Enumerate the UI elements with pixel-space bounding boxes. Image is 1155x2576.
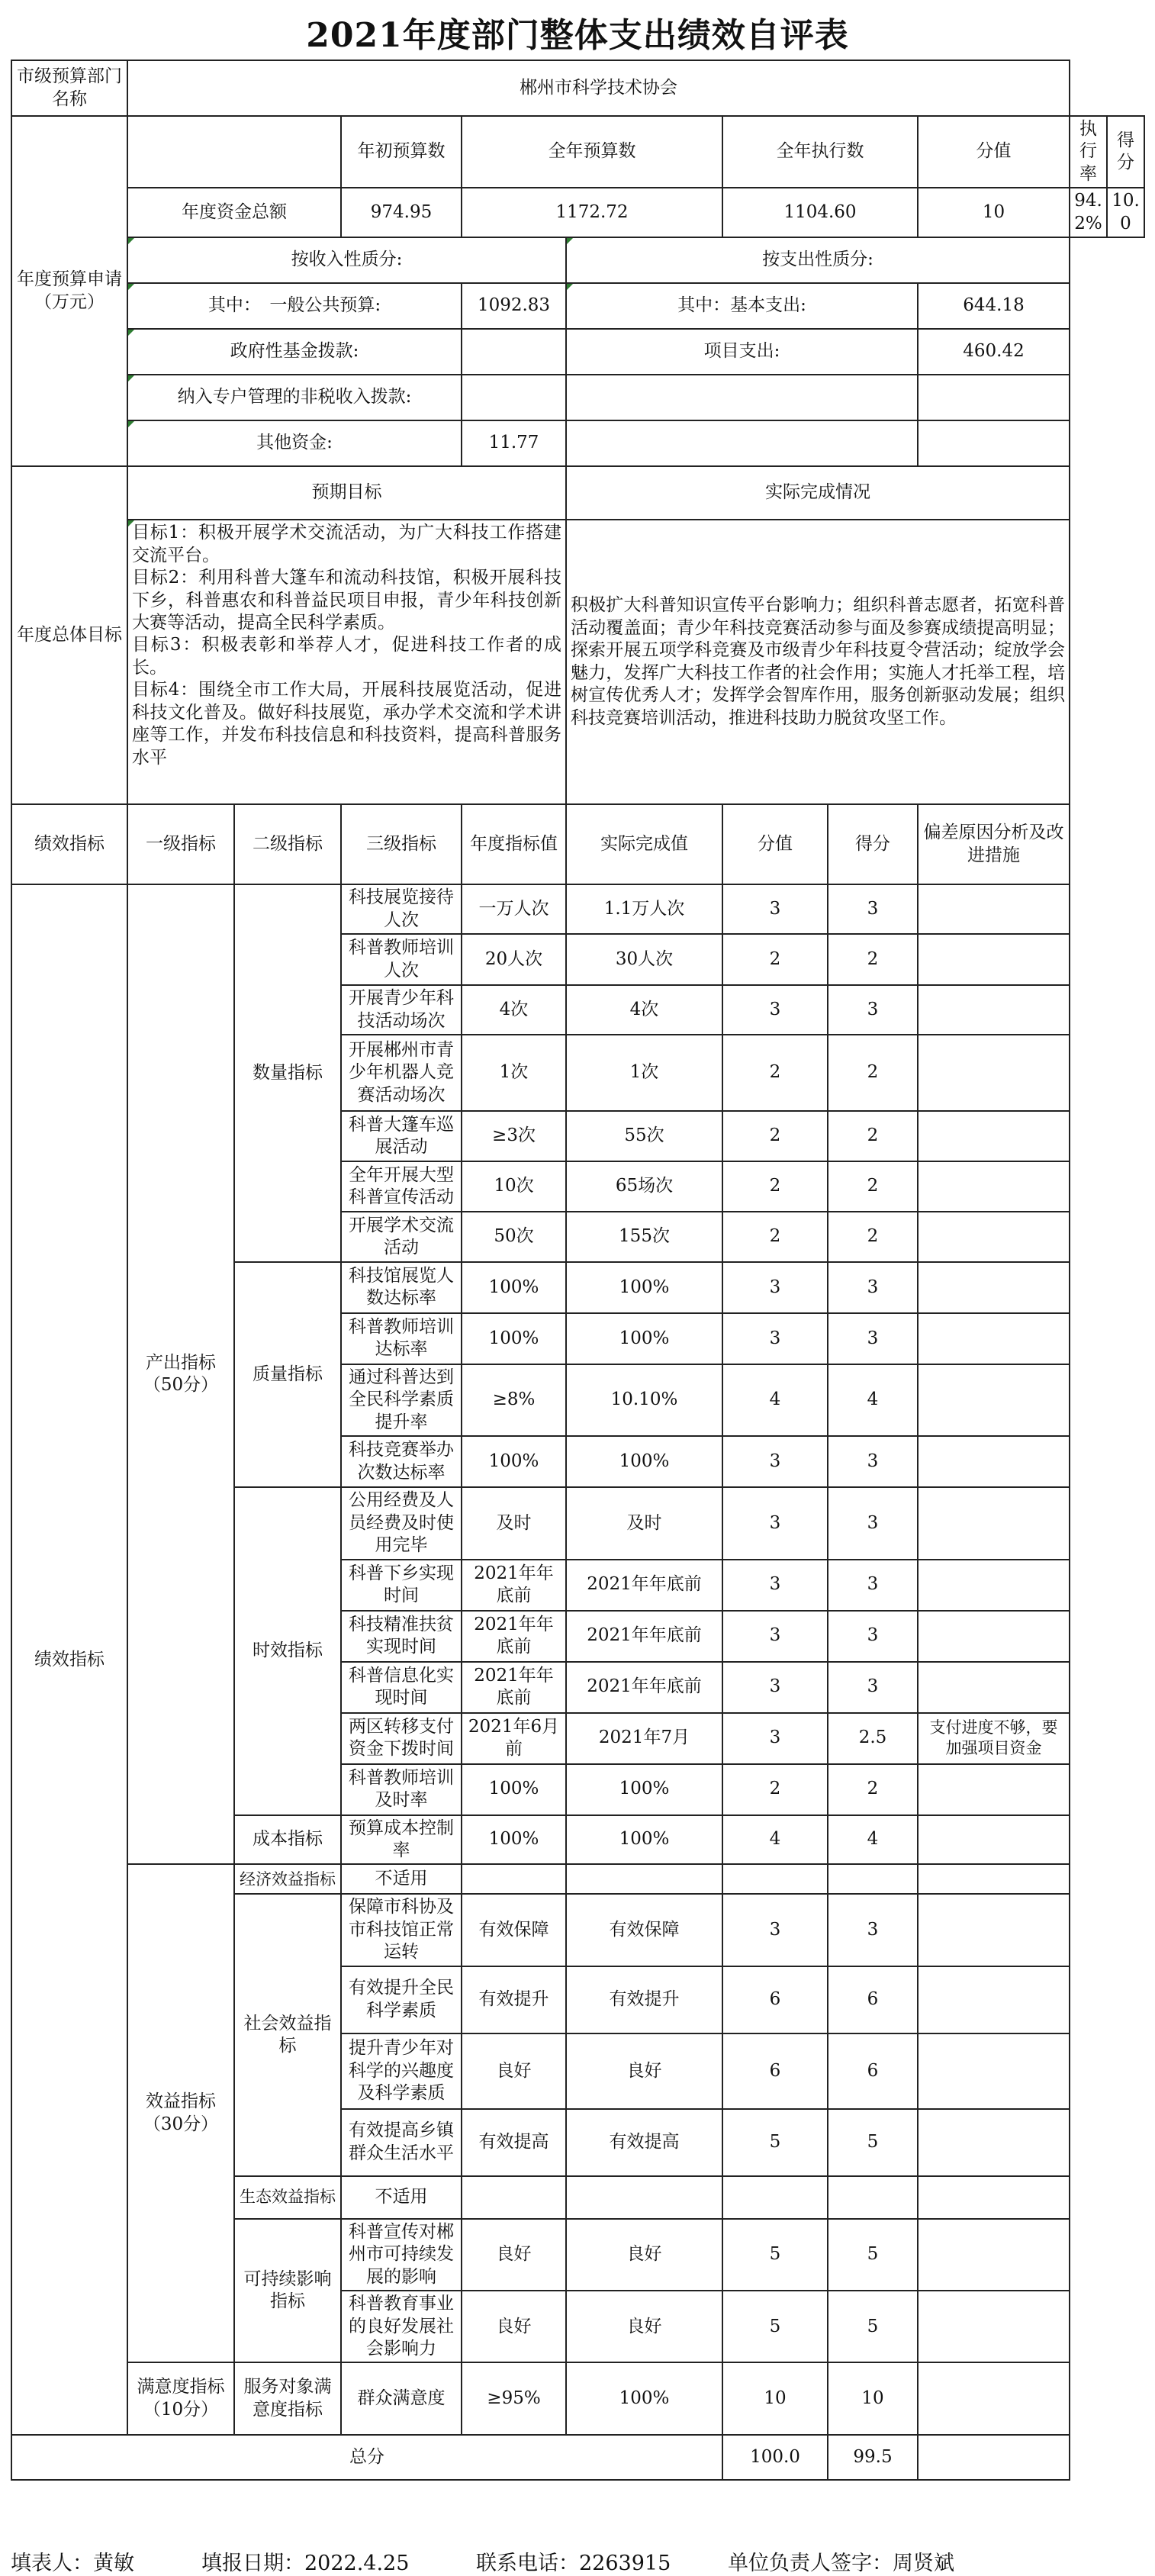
score-weight: 4 <box>722 1815 828 1865</box>
actual-value: 及时 <box>566 1487 722 1559</box>
actual-value: 2021年年底前 <box>566 1560 722 1611</box>
deviation-note <box>918 1313 1070 1364</box>
target-value: 20人次 <box>462 934 566 985</box>
score-got: 2 <box>828 1111 918 1161</box>
score-got: 5 <box>828 2219 918 2291</box>
target-value: 100% <box>462 1313 566 1364</box>
perf-header: 分值 <box>722 804 828 884</box>
dept-name: 郴州市科学技术协会 <box>127 60 1070 116</box>
level1-satisfaction: 满意度指标（10分） <box>127 2362 234 2435</box>
budget-nontax-row <box>11 375 1144 420</box>
deviation-note <box>918 2109 1070 2176</box>
level2-economic: 经济效益指标 <box>234 1864 341 1894</box>
level3-indicator: 公用经费及人员经费及时使用完毕 <box>341 1487 462 1559</box>
deviation-note <box>918 1815 1070 1865</box>
indicator-row <box>11 2362 1144 2435</box>
deviation-note <box>918 884 1070 934</box>
score-weight: 3 <box>722 1662 828 1713</box>
gov-fund-label: 政府性基金拨款: <box>127 329 462 375</box>
other-fund-label: 其他资金: <box>127 420 462 466</box>
deviation-note <box>918 2033 1070 2109</box>
actual-value: 良好 <box>566 2219 722 2291</box>
indicator-row <box>11 884 1144 934</box>
score-got: 5 <box>828 2291 918 2362</box>
empty-cell <box>127 116 341 188</box>
budget-total-value: 10.0 <box>1107 188 1144 237</box>
score-weight: 10 <box>722 2362 828 2435</box>
target-value: 50次 <box>462 1212 566 1262</box>
level3-indicator: 开展郴州市青少年机器人竞赛活动场次 <box>341 1035 462 1111</box>
perf-section-label: 绩效指标 <box>11 884 127 2435</box>
target-value: 2021年年底前 <box>462 1560 566 1611</box>
actual-value: 有效提高 <box>566 2109 722 2176</box>
level3-indicator: 科技馆展览人数达标率 <box>341 1262 462 1313</box>
budget-header: 分值 <box>918 116 1070 188</box>
score-weight: 3 <box>722 985 828 1035</box>
level2-quantity: 数量指标 <box>234 884 341 1262</box>
score-got: 3 <box>828 1611 918 1662</box>
deviation-note <box>918 1262 1070 1313</box>
goal-item: 目标4：围绕全市工作大局，开展科技展览活动，促进科技文化普及。做好科技展览，承办学术交流和学术讲座等工作，并发布科技信息和科技资料，提高科普服务水平 <box>132 680 561 768</box>
actual-value: 良好 <box>566 2033 722 2109</box>
empty-cell <box>918 2176 1070 2219</box>
empty-cell <box>828 1864 918 1894</box>
deviation-note <box>918 1662 1070 1713</box>
score-got: 4 <box>828 1815 918 1865</box>
deviation-note <box>918 1111 1070 1161</box>
actual-value: 2021年7月 <box>566 1713 722 1764</box>
target-value: 1次 <box>462 1035 566 1111</box>
dept-label: 市级预算部门名称 <box>11 60 127 116</box>
goals-header-row <box>11 466 1144 520</box>
budget-type-row <box>11 237 1144 283</box>
actual-value: 1.1万人次 <box>566 884 722 934</box>
score-got: 3 <box>828 985 918 1035</box>
target-value: 2021年年底前 <box>462 1662 566 1713</box>
level2-quality: 质量指标 <box>234 1262 341 1487</box>
level3-indicator: 科普信息化实现时间 <box>341 1662 462 1713</box>
actual-value: 4次 <box>566 985 722 1035</box>
empty-cell <box>722 2176 828 2219</box>
level3-indicator: 科普教育事业的良好发展社会影响力 <box>341 2291 462 2362</box>
level1-output: 产出指标（50分） <box>127 884 234 1864</box>
score-got: 3 <box>828 1662 918 1713</box>
actual-value: 100% <box>566 1764 722 1815</box>
perf-header-row <box>11 804 1144 884</box>
total-got: 99.5 <box>828 2435 918 2480</box>
deviation-note <box>918 1764 1070 1815</box>
budget-header: 执行率 <box>1070 116 1107 188</box>
score-got: 2 <box>828 1035 918 1111</box>
target-value: 100% <box>462 1815 566 1865</box>
target-value: 良好 <box>462 2033 566 2109</box>
fill-date: 填报日期：2022.4.25 <box>201 2552 410 2575</box>
level3-indicator: 群众满意度 <box>341 2362 462 2435</box>
level2-timeliness: 时效指标 <box>234 1487 341 1814</box>
actual-results-header: 实际完成情况 <box>566 466 1070 520</box>
score-weight: 4 <box>722 1364 828 1436</box>
deviation-note <box>918 2362 1070 2435</box>
expected-goals-header: 预期目标 <box>127 466 566 520</box>
score-weight: 3 <box>722 1560 828 1611</box>
budget-general-row <box>11 283 1144 329</box>
level3-indicator: 开展学术交流活动 <box>341 1212 462 1262</box>
score-weight: 3 <box>722 1611 828 1662</box>
actual-value: 100% <box>566 1815 722 1865</box>
by-income-label: 按收入性质分: <box>127 237 566 283</box>
empty-cell <box>918 2435 1070 2480</box>
score-got: 3 <box>828 884 918 934</box>
empty-cell <box>918 420 1070 466</box>
actual-value: 65场次 <box>566 1161 722 1212</box>
level3-indicator: 科普教师培训及时率 <box>341 1764 462 1815</box>
actual-value: 100% <box>566 1313 722 1364</box>
goal-item: 目标3：积极表彰和举荐人才，促进科技工作者的成长。 <box>132 635 561 678</box>
empty-cell <box>462 2176 566 2219</box>
level3-indicator: 保障市科协及市科技馆正常运转 <box>341 1894 462 1966</box>
empty-cell <box>828 2176 918 2219</box>
indicator-row <box>11 1864 1144 1894</box>
empty-cell <box>566 2176 722 2219</box>
level3-indicator: 两区转移支付资金下拨时间 <box>341 1713 462 1764</box>
actual-value: 10.10% <box>566 1364 722 1436</box>
score-weight: 3 <box>722 1713 828 1764</box>
goals-content-row <box>11 520 1144 804</box>
level3-indicator: 提升青少年对科学的兴趣度及科学素质 <box>341 2033 462 2109</box>
score-weight: 2 <box>722 1035 828 1111</box>
score-weight: 2 <box>722 1764 828 1815</box>
empty-cell <box>918 375 1070 420</box>
score-weight: 3 <box>722 1894 828 1966</box>
target-value: 100% <box>462 1262 566 1313</box>
score-got: 2 <box>828 1161 918 1212</box>
deviation-note <box>918 985 1070 1035</box>
total-row <box>11 2435 1144 2480</box>
budget-fund-row <box>11 329 1144 375</box>
score-got: 10 <box>828 2362 918 2435</box>
level2-sustainable: 可持续影响指标 <box>234 2219 341 2363</box>
actual-results: 积极扩大科普知识宣传平台影响力；组织科普志愿者，拓宽科普活动覆盖面；青少年科技竞赛活动参与面及参赛成绩提高明显；探索开展五项学科竞赛及市级青少年科技夏令营活动；绽放学会魅力，发挥广大科技工作者的社会作用；实施人才托举工程，培树宣传优秀人才；发挥学会智库作用，服务创新驱动发展；组织科技竞赛培训活动，推进科技助力脱贫攻坚工作。 <box>566 520 1070 804</box>
level3-indicator: 预算成本控制率 <box>341 1815 462 1865</box>
level3-indicator: 通过科普达到全民科学素质提升率 <box>341 1364 462 1436</box>
score-weight: 5 <box>722 2219 828 2291</box>
deviation-note <box>918 1035 1070 1111</box>
target-value: ≥3次 <box>462 1111 566 1161</box>
actual-value: 有效提升 <box>566 1966 722 2033</box>
deviation-note <box>918 1966 1070 2033</box>
page-title: 2021年度部门整体支出绩效自评表 <box>306 16 849 55</box>
score-weight: 6 <box>722 2033 828 2109</box>
empty-cell <box>722 1864 828 1894</box>
budget-other-row <box>11 420 1144 466</box>
deviation-note <box>918 1161 1070 1212</box>
not-applicable: 不适用 <box>341 2176 462 2219</box>
score-weight: 2 <box>722 1161 828 1212</box>
target-value: 100% <box>462 1436 566 1487</box>
level3-indicator: 科技精准扶贫实现时间 <box>341 1611 462 1662</box>
level3-indicator: 科技展览接待人次 <box>341 884 462 934</box>
empty-cell <box>566 420 918 466</box>
level3-indicator: 科普大篷车巡展活动 <box>341 1111 462 1161</box>
budget-header: 年初预算数 <box>341 116 462 188</box>
target-value: 及时 <box>462 1487 566 1559</box>
score-got: 2 <box>828 1212 918 1262</box>
level1-benefit: 效益指标（30分） <box>127 1864 234 2362</box>
footer <box>11 2546 1145 2575</box>
deviation-note: 支付进度不够，要加强项目资金 <box>918 1713 1070 1764</box>
deviation-note <box>918 934 1070 985</box>
filler-name: 填表人：黄敏 <box>11 2552 134 2575</box>
score-got: 2 <box>828 934 918 985</box>
total-label: 年度资金总额 <box>127 188 341 237</box>
budget-header: 全年执行数 <box>722 116 918 188</box>
total-label: 总分 <box>11 2435 722 2480</box>
target-value: 4次 <box>462 985 566 1035</box>
target-value: 10次 <box>462 1161 566 1212</box>
target-value: 良好 <box>462 2291 566 2362</box>
project-expense-value: 460.42 <box>918 329 1070 375</box>
score-got: 3 <box>828 1262 918 1313</box>
level3-indicator: 全年开展大型科普宣传活动 <box>341 1161 462 1212</box>
score-weight: 5 <box>722 2109 828 2176</box>
empty-cell <box>918 1864 1070 1894</box>
level3-indicator: 科普宣传对郴州市可持续发展的影响 <box>341 2219 462 2291</box>
deviation-note <box>918 1611 1070 1662</box>
basic-expense-label: 其中：基本支出: <box>566 283 918 329</box>
score-weight: 5 <box>722 2291 828 2362</box>
level3-indicator: 有效提升全民科学素质 <box>341 1966 462 2033</box>
deviation-note <box>918 2219 1070 2291</box>
score-got: 3 <box>828 1436 918 1487</box>
perf-header: 实际完成值 <box>566 804 722 884</box>
score-got: 3 <box>828 1313 918 1364</box>
budget-section-label: 年度预算申请（万元） <box>11 116 127 466</box>
actual-value: 2021年年底前 <box>566 1611 722 1662</box>
score-weight: 3 <box>722 1262 828 1313</box>
actual-value: 100% <box>566 1262 722 1313</box>
score-got: 2.5 <box>828 1713 918 1764</box>
actual-value: 有效保障 <box>566 1894 722 1966</box>
leader-signature: 单位负责人签字：周贤斌 <box>728 2552 954 2575</box>
deviation-note <box>918 2291 1070 2362</box>
general-budget-label: 其中： 一般公共预算: <box>127 283 462 329</box>
score-got: 3 <box>828 1894 918 1966</box>
score-weight: 2 <box>722 1212 828 1262</box>
nontax-label: 纳入专户管理的非税收入拨款: <box>127 375 462 420</box>
score-got: 6 <box>828 2033 918 2109</box>
level2-social: 社会效益指标 <box>234 1894 341 2175</box>
actual-value: 55次 <box>566 1111 722 1161</box>
level3-indicator: 有效提高乡镇群众生活水平 <box>341 2109 462 2176</box>
not-applicable: 不适用 <box>341 1864 462 1894</box>
contact-phone: 联系电话：2263915 <box>476 2552 671 2575</box>
other-fund-value: 11.77 <box>462 420 566 466</box>
budget-total-value: 10 <box>918 188 1070 237</box>
deviation-note <box>918 1436 1070 1487</box>
actual-value: 100% <box>566 1436 722 1487</box>
perf-header: 偏差原因分析及改进措施 <box>918 804 1070 884</box>
score-got: 3 <box>828 1560 918 1611</box>
level3-indicator: 科技竞赛举办次数达标率 <box>341 1436 462 1487</box>
perf-header: 三级指标 <box>341 804 462 884</box>
perf-header: 得分 <box>828 804 918 884</box>
budget-total-value: 1104.60 <box>722 188 918 237</box>
level2-cost: 成本指标 <box>234 1815 341 1865</box>
general-budget-value: 1092.83 <box>462 283 566 329</box>
score-got: 2 <box>828 1764 918 1815</box>
goal-item: 目标2：利用科普大篷车和流动科技馆，积极开展科技下乡，科普惠农和科普益民项目申报，青少年科技创新大赛等活动，提高全民科学素质。 <box>132 568 561 633</box>
actual-value: 30人次 <box>566 934 722 985</box>
budget-header: 全年预算数 <box>462 116 722 188</box>
deviation-note <box>918 1560 1070 1611</box>
budget-total-value: 1172.72 <box>462 188 722 237</box>
goals-section-label: 年度总体目标 <box>11 466 127 804</box>
empty-cell <box>566 1864 722 1894</box>
target-value: ≥95% <box>462 2362 566 2435</box>
target-value: 100% <box>462 1764 566 1815</box>
score-got: 6 <box>828 1966 918 2033</box>
empty-cell <box>462 1864 566 1894</box>
actual-value: 良好 <box>566 2291 722 2362</box>
target-value: 良好 <box>462 2219 566 2291</box>
target-value: 2021年年底前 <box>462 1611 566 1662</box>
deviation-note <box>918 1894 1070 1966</box>
dept-row <box>11 60 1144 116</box>
perf-header: 绩效指标 <box>11 804 127 884</box>
target-value: 有效保障 <box>462 1894 566 1966</box>
perf-header: 二级指标 <box>234 804 341 884</box>
score-weight: 3 <box>722 884 828 934</box>
level3-indicator: 开展青少年科技活动场次 <box>341 985 462 1035</box>
deviation-note <box>918 1364 1070 1436</box>
project-expense-label: 项目支出: <box>566 329 918 375</box>
budget-total-row <box>11 188 1144 237</box>
level3-indicator: 科普下乡实现时间 <box>341 1560 462 1611</box>
performance-table <box>11 60 1145 2481</box>
score-weight: 6 <box>722 1966 828 2033</box>
score-got: 4 <box>828 1364 918 1436</box>
score-weight: 2 <box>722 1111 828 1161</box>
score-weight: 3 <box>722 1313 828 1364</box>
empty-cell <box>462 329 566 375</box>
score-got: 3 <box>828 1487 918 1559</box>
target-value: 一万人次 <box>462 884 566 934</box>
target-value: 有效提高 <box>462 2109 566 2176</box>
perf-header: 年度指标值 <box>462 804 566 884</box>
level2-service: 服务对象满意度指标 <box>234 2362 341 2435</box>
level2-ecological: 生态效益指标 <box>234 2176 341 2219</box>
score-weight: 2 <box>722 934 828 985</box>
budget-header-row <box>11 116 1144 188</box>
level3-indicator: 科普教师培训人次 <box>341 934 462 985</box>
level3-indicator: 科普教师培训达标率 <box>341 1313 462 1364</box>
score-weight: 3 <box>722 1487 828 1559</box>
target-value: ≥8% <box>462 1364 566 1436</box>
deviation-note <box>918 1487 1070 1559</box>
score-got: 5 <box>828 2109 918 2176</box>
actual-value: 1次 <box>566 1035 722 1111</box>
by-expense-label: 按支出性质分: <box>566 237 1070 283</box>
budget-total-value: 94.2% <box>1070 188 1107 237</box>
actual-value: 2021年年底前 <box>566 1662 722 1713</box>
target-value: 有效提升 <box>462 1966 566 2033</box>
total-score: 100.0 <box>722 2435 828 2480</box>
deviation-note <box>918 1212 1070 1262</box>
expected-goals <box>127 520 566 804</box>
basic-expense-value: 644.18 <box>918 283 1070 329</box>
empty-cell <box>566 375 918 420</box>
perf-header: 一级指标 <box>127 804 234 884</box>
actual-value: 100% <box>566 2362 722 2435</box>
budget-total-value: 974.95 <box>341 188 462 237</box>
empty-cell <box>462 375 566 420</box>
score-weight: 3 <box>722 1436 828 1487</box>
actual-value: 155次 <box>566 1212 722 1262</box>
budget-header: 得分 <box>1107 116 1144 188</box>
target-value: 2021年6月前 <box>462 1713 566 1764</box>
goal-item: 目标1：积极开展学术交流活动，为广大科技工作搭建交流平台。 <box>132 523 561 565</box>
